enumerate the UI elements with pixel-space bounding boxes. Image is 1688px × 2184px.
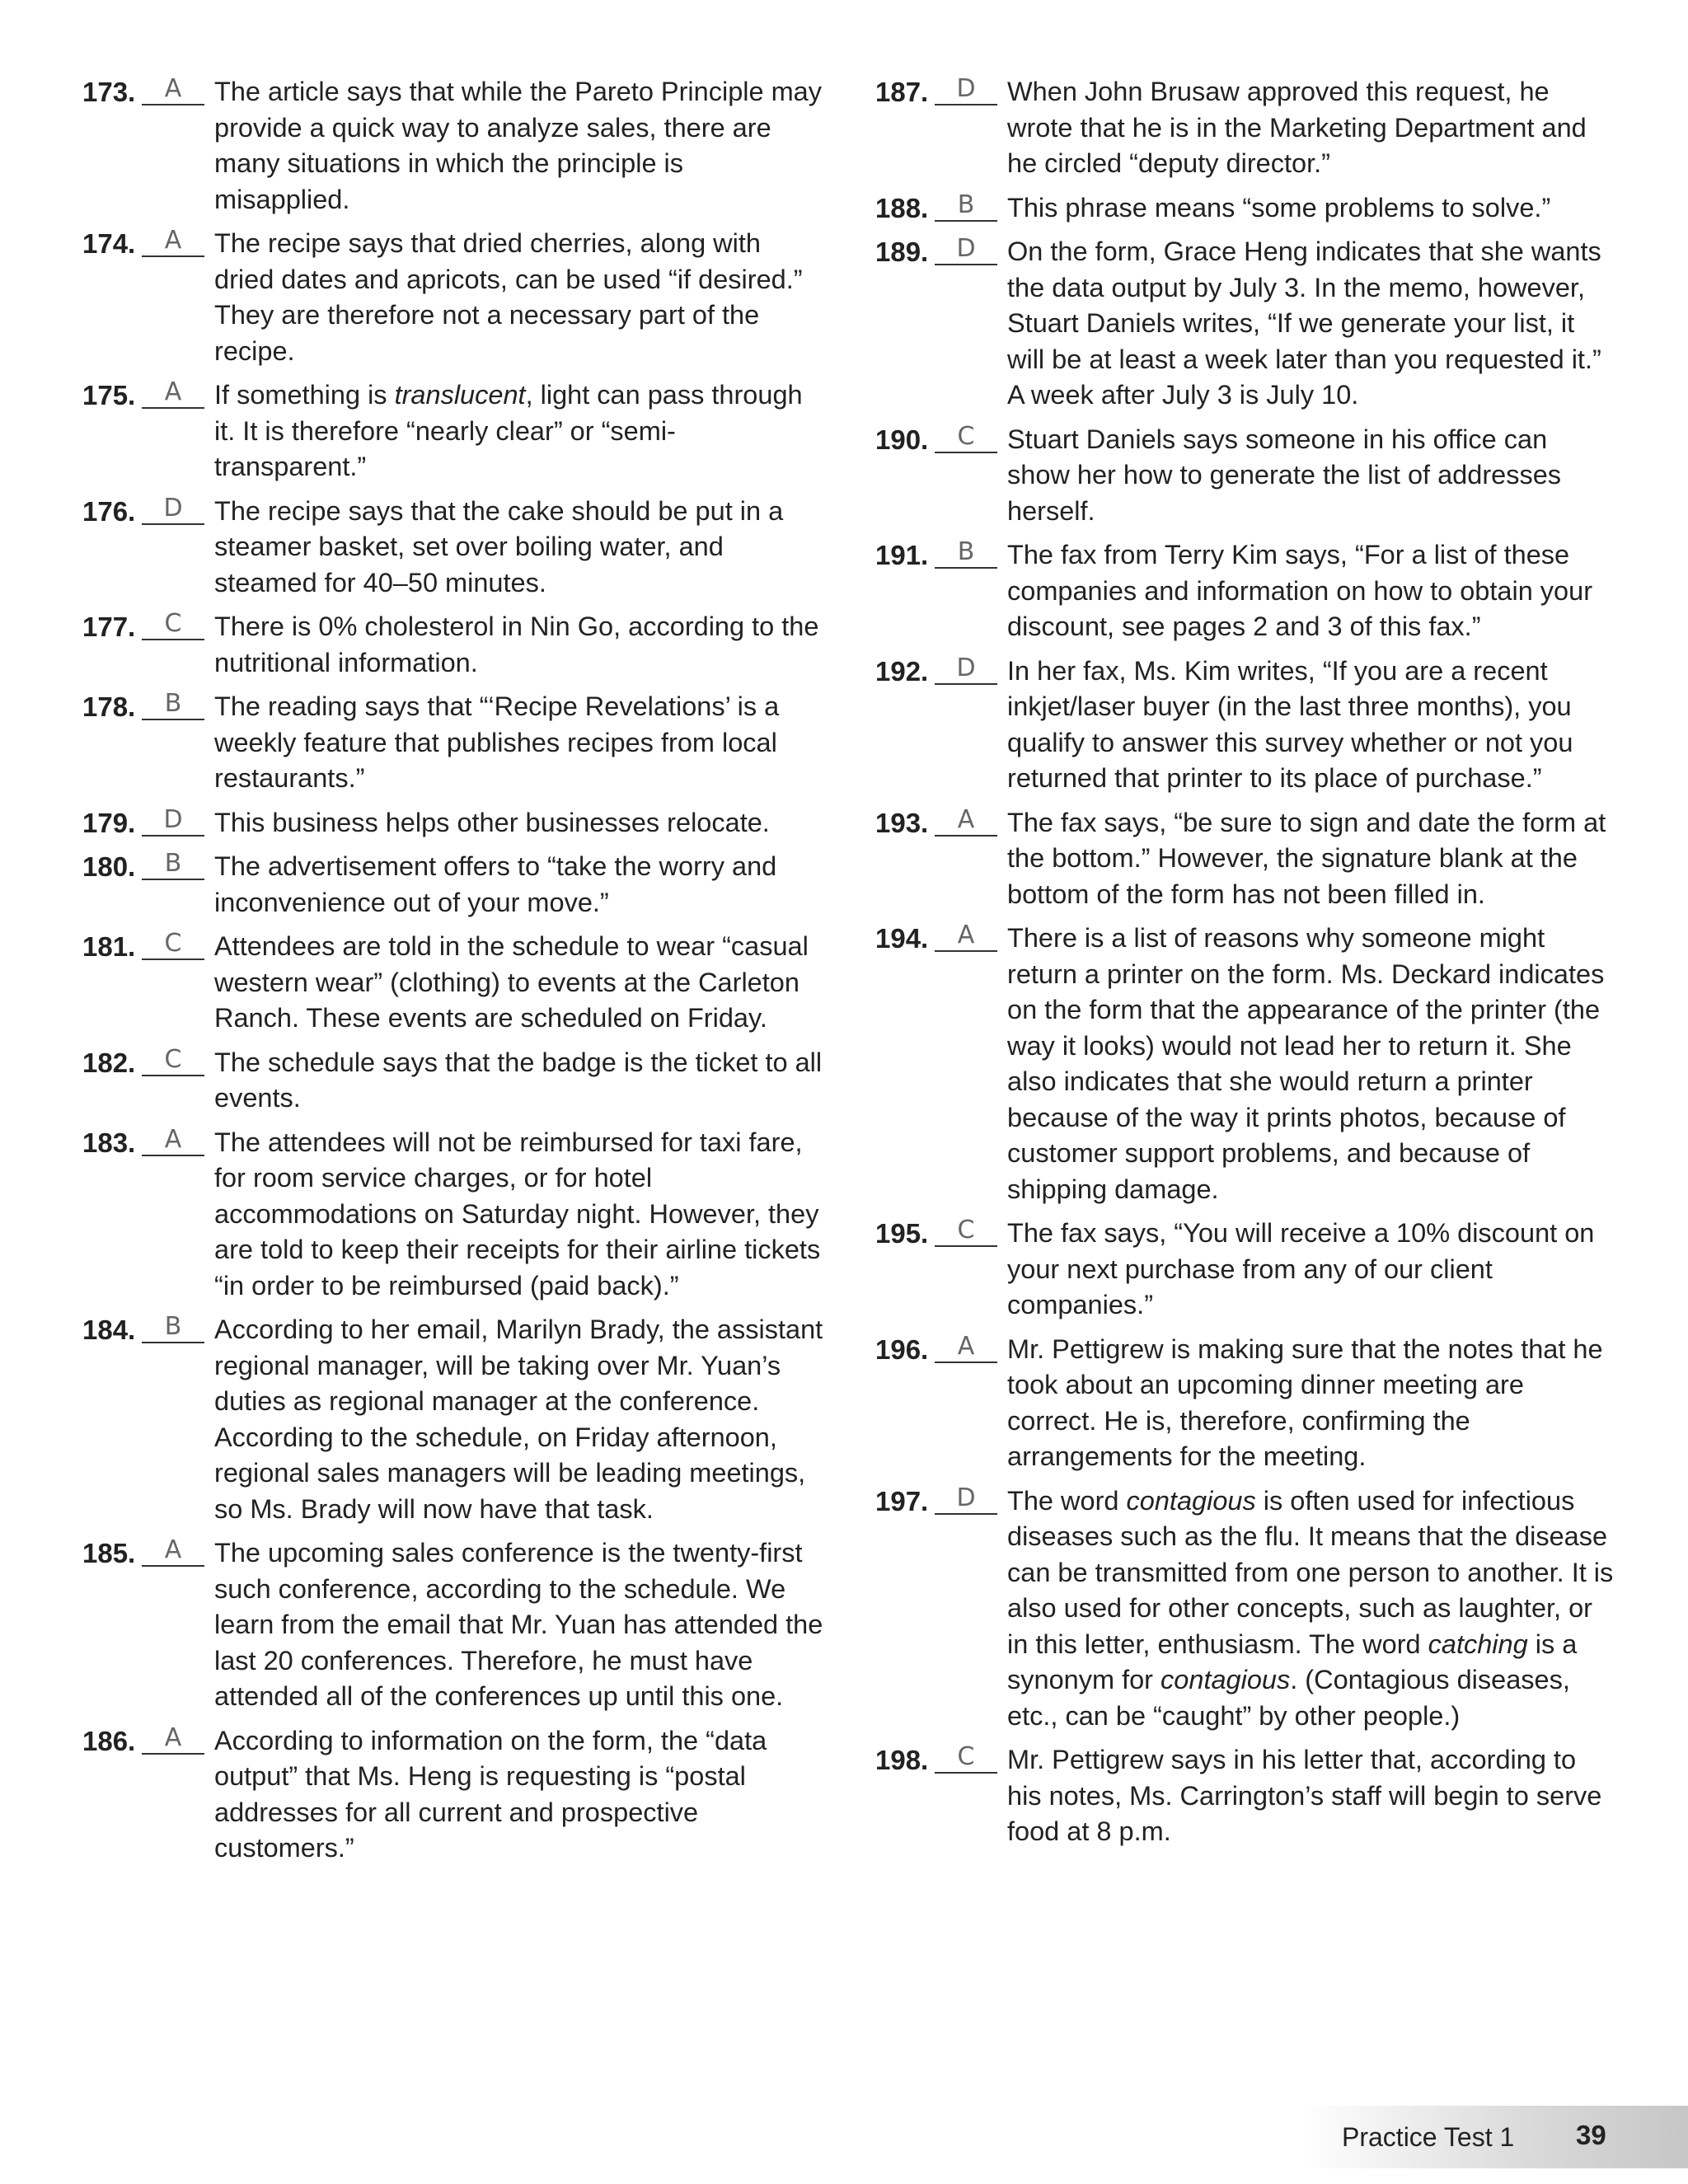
- answer-entry-187: [875, 74, 1617, 182]
- explanation-text: Attendees are told in the schedule to wear “casual western wear” (clothing) to events at the Carleton Ranch. These events are scheduled on Friday.: [214, 931, 809, 1033]
- question-number: 173.: [82, 77, 136, 107]
- explanation-text: This business helps other businesses relocate.: [214, 807, 770, 837]
- question-number: 178.: [82, 691, 136, 722]
- handwritten-answer: B: [142, 689, 204, 720]
- handwritten-answer: B: [142, 849, 204, 880]
- handwritten-answer: D: [142, 805, 204, 837]
- question-number: 182.: [82, 1047, 136, 1078]
- question-number: 198.: [875, 1745, 929, 1775]
- italic-term: translucent: [394, 380, 526, 410]
- answer-entry-191: [875, 537, 1617, 645]
- answer-entry-193: [875, 805, 1617, 913]
- handwritten-answer: B: [142, 1312, 204, 1343]
- question-number: 179.: [82, 807, 136, 838]
- explanation-text: The article says that while the Pareto Principle may provide a quick way to analyze sales, there are many situations in which the principle is misapplied.: [214, 77, 822, 214]
- question-number: 197.: [875, 1485, 929, 1516]
- explanation-text: There is 0% cholesterol in Nin Go, according to the nutritional information.: [214, 612, 819, 677]
- answer-entry-180: [82, 849, 824, 921]
- footer-section-label: Practice Test 1: [1342, 2122, 1515, 2152]
- italic-term: contagious: [1160, 1665, 1291, 1694]
- handwritten-answer: A: [935, 921, 997, 952]
- question-number: 188.: [875, 192, 929, 223]
- answer-entry-182: [82, 1045, 824, 1117]
- explanation-text: This phrase means “some problems to solve.”: [1007, 192, 1551, 223]
- explanation-text: Stuart Daniels says someone in his office can show her how to generate the list of addresses herself.: [1007, 424, 1562, 526]
- explanation-text: When John Brusaw approved this request, he wrote that he is in the Marketing Department and he circled “deputy director.”: [1007, 77, 1587, 178]
- answer-entry-175: [82, 377, 824, 485]
- question-number: 174.: [82, 228, 136, 259]
- handwritten-answer: A: [935, 805, 997, 837]
- handwritten-answer: C: [142, 609, 204, 640]
- answer-entry-197: [875, 1483, 1617, 1735]
- page-number: 39: [1576, 2120, 1606, 2150]
- text-segment: If something is: [214, 380, 395, 410]
- answer-entry-188: [875, 190, 1617, 227]
- question-number: 175.: [82, 380, 136, 410]
- italic-term: contagious: [1126, 1485, 1256, 1516]
- handwritten-answer: B: [935, 537, 997, 569]
- text-segment: The word: [1007, 1485, 1127, 1516]
- handwritten-answer: A: [142, 1125, 204, 1156]
- handwritten-answer: A: [142, 377, 204, 409]
- left-column: [82, 74, 824, 1875]
- answer-entry-173: [82, 74, 824, 218]
- question-number: 193.: [875, 807, 929, 838]
- explanation-text: The fax says, “You will receive a 10% discount on your next purchase from any of our client companies.”: [1007, 1218, 1595, 1319]
- question-number: 183.: [82, 1127, 136, 1158]
- explanation-text: On the form, Grace Heng indicates that she wants the data output by July 3. In the memo, however, Stuart Daniels writes, “If we generate your list, it will be at least a week later than you requested it.” A week after July 3 is July 10.: [1007, 237, 1601, 410]
- answer-entry-198: [875, 1742, 1617, 1850]
- handwritten-answer: D: [935, 234, 997, 265]
- right-column: [875, 74, 1617, 1858]
- explanation-text: The fax says, “be sure to sign and date the form at the bottom.” However, the signature blank at the bottom of the form has not been filled in.: [1007, 807, 1606, 909]
- handwritten-answer: C: [142, 1045, 204, 1076]
- explanation-text: The fax from Terry Kim says, “For a list of these companies and information on how to obtain your discount, see pages 2 and 3 of this fax.”: [1007, 540, 1593, 641]
- handwritten-answer: D: [935, 1483, 997, 1515]
- explanation-text: [1007, 1483, 1617, 1735]
- answer-entry-183: [82, 1125, 824, 1305]
- explanation-text: [214, 377, 824, 485]
- explanation-text: The upcoming sales conference is the twenty-first such conference, according to the schedule. We learn from the email that Mr. Yuan has attended the last 20 conferences. Therefore, he must have attended all of the conferences up until this one.: [214, 1538, 823, 1711]
- explanation-text: According to information on the form, the “data output” that Ms. Heng is requesting is “postal addresses for all current and prospective customers.”: [214, 1725, 767, 1863]
- answer-entry-181: [82, 929, 824, 1037]
- handwritten-answer: A: [142, 74, 204, 105]
- answer-entry-190: [875, 422, 1617, 530]
- question-number: 181.: [82, 931, 136, 962]
- handwritten-answer: C: [935, 1216, 997, 1247]
- answer-entry-176: [82, 494, 824, 602]
- answer-entry-195: [875, 1216, 1617, 1324]
- answer-entry-196: [875, 1332, 1617, 1475]
- explanation-text: There is a list of reasons why someone might return a printer on the form. Ms. Deckard indicates on the form that the appearance of the printer (the way it looks) would not lead her to return it. She also indicates that she would return a printer because of the way it prints photos, because of customer support problems, and because of shipping damage.: [1007, 923, 1605, 1204]
- handwritten-answer: C: [935, 1742, 997, 1774]
- question-number: 190.: [875, 424, 929, 455]
- handwritten-answer: D: [935, 74, 997, 105]
- question-number: 191.: [875, 540, 929, 570]
- text-segment: . (Contagious diseases, etc., can be “caught” by other people.): [1007, 1665, 1570, 1731]
- answer-entry-177: [82, 609, 824, 681]
- italic-term: catching: [1428, 1629, 1528, 1659]
- text-segment: , light can pass through it. It is therefore “nearly clear” or “semi-transparent.”: [214, 380, 803, 481]
- explanation-text: According to her email, Marilyn Brady, the assistant regional manager, will be taking over Mr. Yuan’s duties as regional manager at the conference. According to the schedule, on Friday afternoon, regional sales managers will be leading meetings, so Ms. Brady will now have that task.: [214, 1315, 823, 1524]
- handwritten-answer: A: [142, 1535, 204, 1567]
- explanation-text: The reading says that “‘Recipe Revelations’ is a weekly feature that publishes recipes from local restaurants.”: [214, 691, 780, 793]
- question-number: 189.: [875, 237, 929, 267]
- explanation-text: The schedule says that the badge is the ticket to all events.: [214, 1047, 823, 1113]
- explanation-text: Mr. Pettigrew says in his letter that, according to his notes, Ms. Carrington’s staff will begin to serve food at 8 p.m.: [1007, 1745, 1602, 1846]
- answer-entry-189: [875, 234, 1617, 414]
- question-number: 194.: [875, 923, 929, 954]
- handwritten-answer: B: [935, 190, 997, 222]
- question-number: 177.: [82, 612, 136, 642]
- handwritten-answer: C: [142, 929, 204, 960]
- handwritten-answer: C: [935, 422, 997, 453]
- text-segment: is a synonym for: [1007, 1629, 1578, 1694]
- text-segment: is often used for infectious diseases such as the flu. It means that the disease can be transmitted from one person to another. It is also used for other concepts, such as laughter, or in this letter, enthusiasm. The word: [1007, 1485, 1614, 1659]
- answer-entry-174: [82, 226, 824, 369]
- answer-entry-192: [875, 654, 1617, 797]
- explanation-text: In her fax, Ms. Kim writes, “If you are a recent inkjet/laser buyer (in the last three months), you qualify to answer this survey whether or not you returned that printer to its place of purchase.”: [1007, 655, 1573, 793]
- handwritten-answer: D: [142, 494, 204, 525]
- explanation-text: The recipe says that the cake should be put in a steamer basket, set over boiling water, and steamed for 40–50 minutes.: [214, 495, 784, 598]
- question-number: 186.: [82, 1725, 136, 1756]
- question-number: 192.: [875, 655, 929, 687]
- answer-entry-179: [82, 805, 824, 841]
- explanation-text: The recipe says that dried cherries, along with dried dates and apricots, can be used “if desired.” They are therefore not a necessary part of the recipe.: [214, 228, 803, 366]
- handwritten-answer: A: [142, 1723, 204, 1755]
- answer-entry-184: [82, 1312, 824, 1527]
- handwritten-answer: D: [935, 654, 997, 685]
- question-number: 196.: [875, 1333, 929, 1365]
- explanation-text: Mr. Pettigrew is making sure that the notes that he took about an upcoming dinner meeting are correct. He is, therefore, confirming the arrangements for the meeting.: [1007, 1333, 1603, 1471]
- handwritten-answer: A: [142, 226, 204, 257]
- question-number: 176.: [82, 495, 136, 527]
- question-number: 180.: [82, 851, 136, 882]
- question-number: 195.: [875, 1218, 929, 1249]
- answer-entry-186: [82, 1723, 824, 1867]
- handwritten-answer: A: [935, 1332, 997, 1363]
- question-number: 184.: [82, 1315, 136, 1345]
- answer-entry-194: [875, 921, 1617, 1207]
- question-number: 187.: [875, 77, 929, 107]
- question-number: 185.: [82, 1538, 136, 1568]
- explanation-text: The attendees will not be reimbursed for taxi fare, for room service charges, or for hotel accommodations on Saturday night. However, they are told to keep their receipts for their airline tickets “in order to be reimbursed (paid back).”: [214, 1127, 821, 1301]
- answer-entry-185: [82, 1535, 824, 1715]
- answer-entry-178: [82, 689, 824, 797]
- explanation-text: The advertisement offers to “take the worry and inconvenience out of your move.”: [214, 851, 777, 917]
